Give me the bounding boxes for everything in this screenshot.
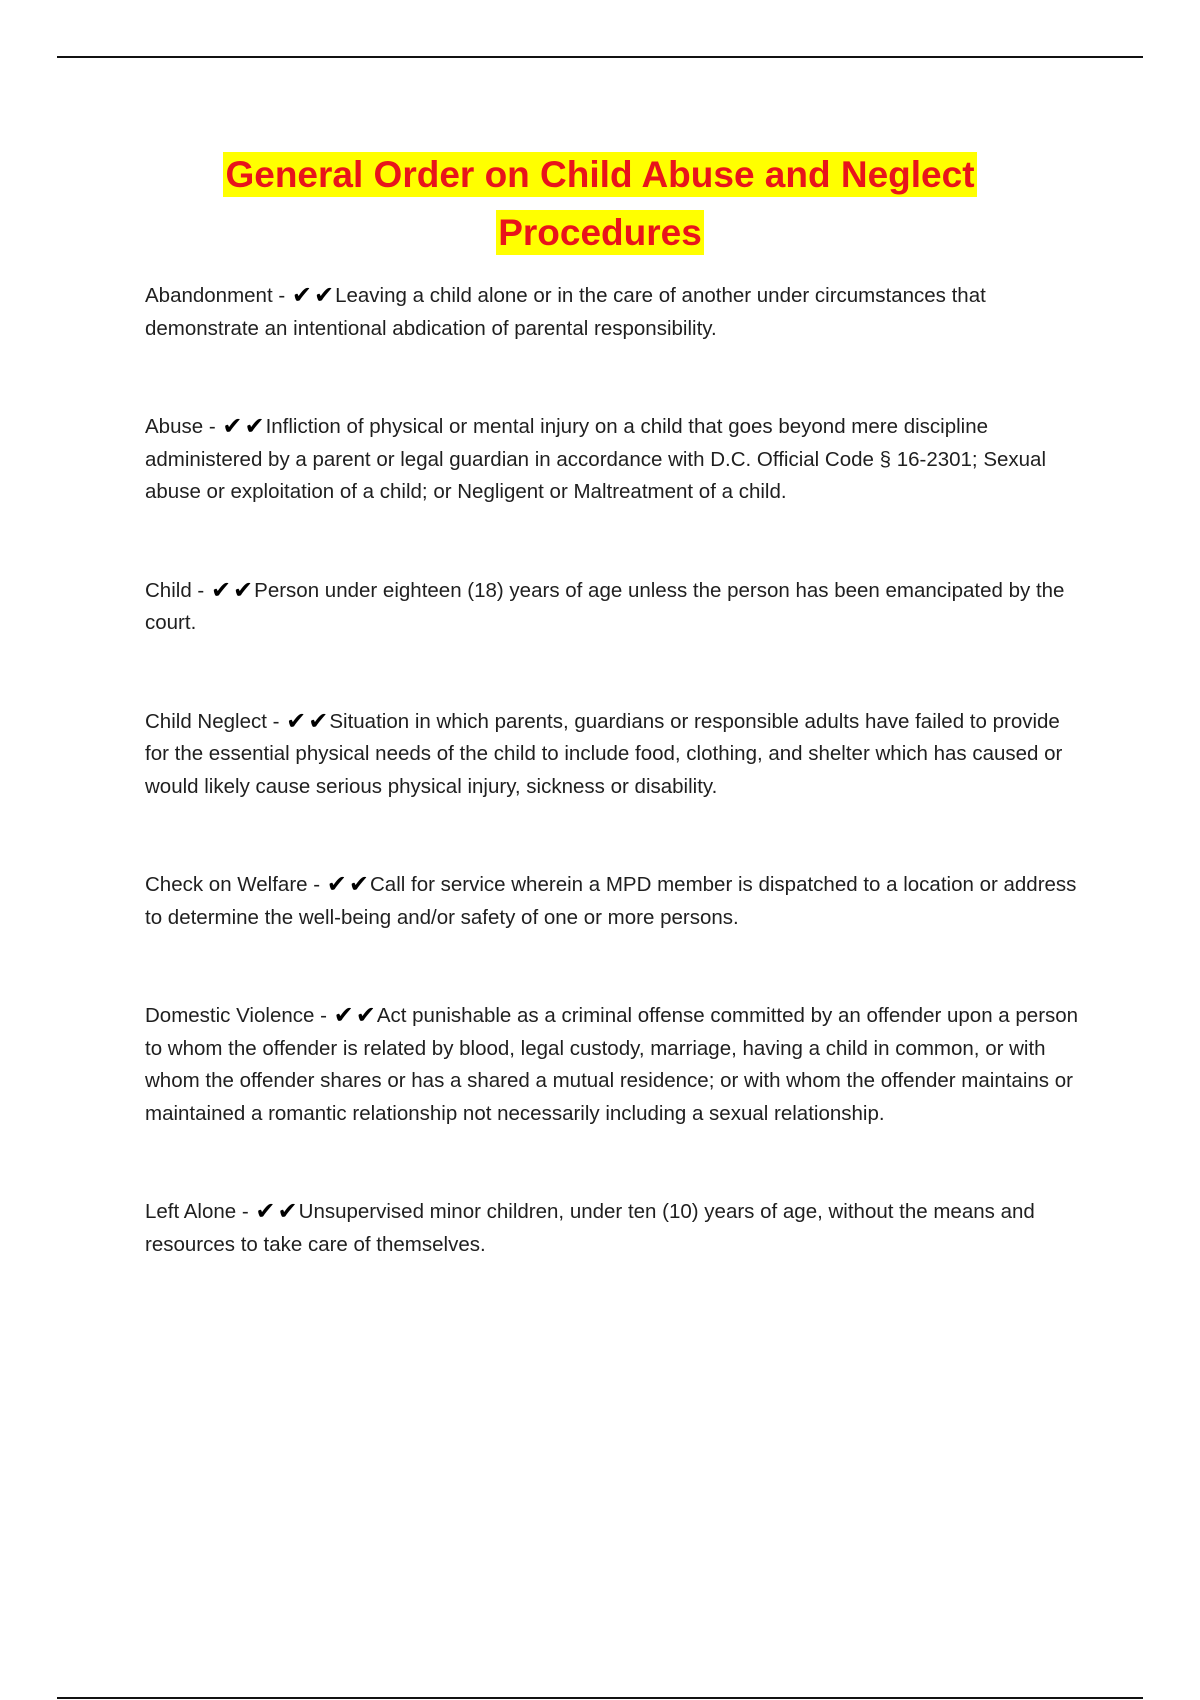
definition-entry-left-alone xyxy=(145,1196,1085,1261)
definition-entry-abandonment xyxy=(145,280,1085,345)
checkmark-icon: ✔ xyxy=(355,1001,376,1029)
separator: - xyxy=(203,415,222,438)
term: Child xyxy=(145,578,192,602)
term: Abandonment xyxy=(145,284,273,307)
checkmark-icon: ✔ xyxy=(244,412,265,440)
definition-text: Act punishable as a criminal offense committed by an offender upon a person to whom the offender is related by blood, legal custody, marriage, having a child in common, or with whom the offender shares or has a shared a mutual residence; or with whom the offender maintains or maintained a romantic relationship not necessarily including a sexual relationship. xyxy=(145,1004,1079,1125)
header-rule xyxy=(57,56,1143,58)
definition-entry-child-neglect xyxy=(145,706,1085,804)
document-title xyxy=(0,146,1200,262)
separator: - xyxy=(314,1004,333,1027)
definition-text: Unsupervised minor children, under ten (10) years of age, without the means and resources to take care of themselves. xyxy=(145,1200,1035,1256)
definition-text: Leaving a child alone or in the care of another under circumstances that demonstrate an intentional abdication of parental responsibility. xyxy=(145,284,986,340)
separator: - xyxy=(307,873,326,896)
separator: - xyxy=(272,284,291,307)
checkmark-icon: ✔ xyxy=(291,281,312,309)
definition-text: Situation in which parents, guardians or responsible adults have failed to provide for the essential physical needs of the child to include food, clothing, and shelter which has caused or would likely cause serious physical injury, sickness or disability. xyxy=(145,709,1063,798)
term: Left Alone xyxy=(145,1200,237,1223)
checkmark-icon: ✔ xyxy=(286,706,307,735)
definition-entry-domestic-violence xyxy=(145,1000,1085,1130)
checkmark-icon: ✔ xyxy=(277,1197,298,1225)
checkmark-icon: ✔ xyxy=(326,870,347,898)
definition-entry-abuse xyxy=(145,411,1085,509)
checkmark-icon: ✔ xyxy=(233,575,254,604)
definition-list xyxy=(145,280,1085,1261)
term: Child Neglect xyxy=(145,709,267,733)
definition-text: Call for service wherein a MPD member is dispatched to a location or address to determine the well-being and/or safety of one or more persons. xyxy=(145,873,1077,929)
separator: - xyxy=(266,709,286,733)
checkmark-icon: ✔ xyxy=(255,1197,276,1225)
checkmark-icon: ✔ xyxy=(308,706,329,735)
definition-entry-check-on-welfare xyxy=(145,869,1085,934)
checkmark-icon: ✔ xyxy=(222,412,243,440)
separator: - xyxy=(236,1200,255,1223)
checkmark-icon: ✔ xyxy=(333,1001,354,1029)
checkmark-icon: ✔ xyxy=(210,575,232,604)
term: Domestic Violence xyxy=(145,1004,315,1027)
separator: - xyxy=(191,578,210,602)
checkmark-icon: ✔ xyxy=(313,281,335,309)
definition-entry-child xyxy=(145,575,1085,640)
title-line-1: General Order on Child Abuse and Neglect xyxy=(225,154,975,195)
term: Check on Welfare xyxy=(145,873,308,896)
checkmark-icon: ✔ xyxy=(348,870,369,898)
title-line-2: Procedures xyxy=(498,212,702,253)
definition-text: Person under eighteen (18) years of age unless the person has been emancipated by the court. xyxy=(145,578,1065,634)
footer-rule xyxy=(57,1697,1143,1699)
term: Abuse xyxy=(145,415,204,438)
definition-text: Infliction of physical or mental injury on a child that goes beyond mere discipline administered by a parent or legal guardian in accordance with D.C. Official Code § 16-2301; Sexual abuse or exploitation of a child; or Negligent or Maltreatment of a child. xyxy=(145,415,1046,503)
